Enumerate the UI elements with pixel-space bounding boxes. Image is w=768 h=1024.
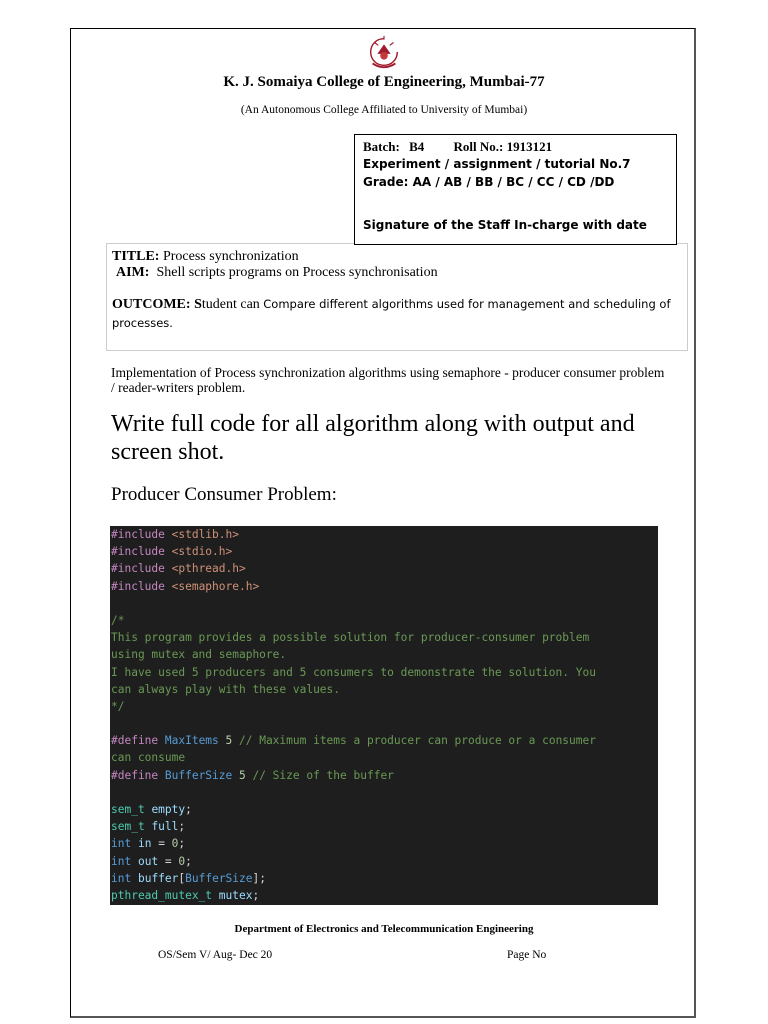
- code-token: ;: [185, 803, 192, 816]
- code-line: [110, 887, 658, 904]
- code-token: empty: [151, 803, 186, 816]
- code-token: <semaphore.h>: [171, 579, 260, 593]
- code-line: [110, 664, 658, 681]
- outcome-label: OUTCOME:: [112, 297, 191, 312]
- code-token: [131, 855, 138, 868]
- title-box: [106, 243, 688, 351]
- footer-department: Department of Electronics and Telecommunication Engineering: [234, 923, 534, 935]
- code-token: =: [158, 854, 179, 868]
- code-token: <stdlib.h>: [171, 528, 239, 541]
- code-token: [212, 889, 219, 902]
- section-heading: Producer Consumer Problem:: [111, 484, 337, 505]
- code-screenshot: [110, 526, 658, 905]
- code-token: */: [111, 699, 125, 713]
- code-token: full: [151, 820, 179, 834]
- code-token: sem_t: [111, 803, 145, 816]
- code-token: [131, 837, 138, 850]
- college-affiliation: (An Autonomous College Affiliated to University of Mumbai): [240, 104, 528, 116]
- batch-roll-line: [363, 139, 552, 155]
- code-token: can consume: [111, 751, 186, 765]
- code-token: sem_t: [111, 820, 145, 834]
- code-token: // Maximum items a producer can produce or a consumer: [239, 734, 596, 748]
- instruction-heading: Write full code for all algorithm along with output and screen shot.: [111, 411, 635, 465]
- code-line: [110, 560, 658, 577]
- code-token: ;: [252, 888, 260, 902]
- code-token: ;: [178, 837, 186, 851]
- college-logo: [365, 33, 403, 71]
- implementation-text: Implementation of Process synchronization algorithms using semaphore - producer consumer problem / reader-writers problem.: [111, 365, 665, 395]
- aim-line: [116, 265, 438, 281]
- code-token: 0: [171, 837, 179, 851]
- code-token: pthread_mutex_t: [111, 888, 213, 902]
- code-token: <pthread.h>: [171, 562, 246, 576]
- batch-info-box: [354, 134, 677, 245]
- code-line: [110, 767, 658, 784]
- code-line: [110, 698, 658, 715]
- code-line: [110, 818, 658, 835]
- code-token: BufferSize: [164, 768, 233, 782]
- code-line: [110, 612, 658, 629]
- outcome-description: Compare different algorithms used for management and scheduling of processes.: [112, 297, 671, 330]
- code-token: using mutex and semaphore.: [111, 648, 287, 662]
- code-line: [110, 681, 658, 698]
- batch-label: Batch:: [363, 139, 400, 154]
- code-line: [110, 870, 658, 887]
- title-line: [112, 249, 299, 265]
- batch-value: B4: [409, 139, 425, 154]
- code-token: <stdio.h>: [171, 545, 233, 559]
- code-line: [110, 543, 658, 560]
- code-token: I have used 5 producers and 5 consumers to demonstrate the solution. You: [111, 665, 596, 679]
- code-token: #include: [111, 545, 172, 559]
- code-token: ];: [252, 871, 266, 885]
- roll-value: 1913121: [506, 139, 553, 154]
- code-token: #define: [111, 768, 165, 782]
- code-line: [110, 749, 658, 766]
- code-token: BufferSize: [185, 871, 253, 885]
- code-token: #include: [111, 562, 172, 576]
- code-line: [110, 595, 658, 612]
- footer-semester: OS/Sem V/ Aug- Dec 20: [158, 949, 273, 961]
- signature-line: Signature of the Staff In-charge with date: [363, 218, 647, 232]
- aim-label: AIM:: [116, 265, 150, 280]
- outcome-text: [112, 295, 672, 333]
- code-token: #include: [111, 579, 172, 593]
- code-token: int: [111, 871, 132, 885]
- code-token: ;: [185, 854, 192, 868]
- code-token: buffer: [137, 871, 179, 885]
- code-token: can always play with these values.: [111, 682, 341, 696]
- code-token: 0: [178, 854, 186, 868]
- code-line: [110, 853, 658, 870]
- title-value: Process synchronization: [162, 249, 299, 264]
- code-line: [110, 801, 658, 818]
- code-token: int: [111, 837, 132, 851]
- code-token: out: [137, 854, 159, 868]
- title-label: TITLE:: [112, 249, 160, 264]
- code-token: [: [178, 871, 186, 885]
- code-token: 5: [218, 734, 239, 748]
- footer-page-number: Page No: [507, 949, 547, 961]
- roll-label: Roll No.:: [453, 139, 504, 154]
- code-line: [110, 629, 658, 646]
- code-token: MaxItems: [164, 734, 219, 748]
- college-name: K. J. Somaiya College of Engineering, Mumbai-77: [223, 74, 545, 90]
- code-token: 5: [232, 768, 253, 782]
- experiment-number: Experiment / assignment / tutorial No.7: [363, 157, 631, 171]
- aim-value: Shell scripts programs on Process synchronisation: [156, 265, 438, 280]
- code-line: [110, 526, 658, 543]
- code-token: int: [111, 854, 132, 868]
- code-token: [131, 872, 138, 885]
- code-token: #include: [111, 528, 172, 541]
- code-token: =: [151, 837, 172, 851]
- code-token: mutex: [218, 888, 253, 902]
- code-token: ;: [178, 820, 186, 834]
- code-line: [110, 715, 658, 732]
- outcome-serif-text: tudent can: [201, 297, 260, 312]
- code-line: [110, 784, 658, 801]
- code-token: #define: [111, 734, 165, 748]
- code-line: [110, 578, 658, 595]
- outcome-first-letter: S: [194, 297, 202, 312]
- code-token: /*: [111, 613, 125, 627]
- code-token: This program provides a possible solution for producer-consumer problem: [111, 631, 590, 645]
- code-token: // Size of the buffer: [252, 768, 394, 782]
- code-token: in: [137, 837, 152, 851]
- code-line: [110, 732, 658, 749]
- code-line: [110, 835, 658, 852]
- grade-line: Grade: AA / AB / BB / BC / CC / CD /DD: [363, 175, 615, 189]
- code-line: [110, 646, 658, 663]
